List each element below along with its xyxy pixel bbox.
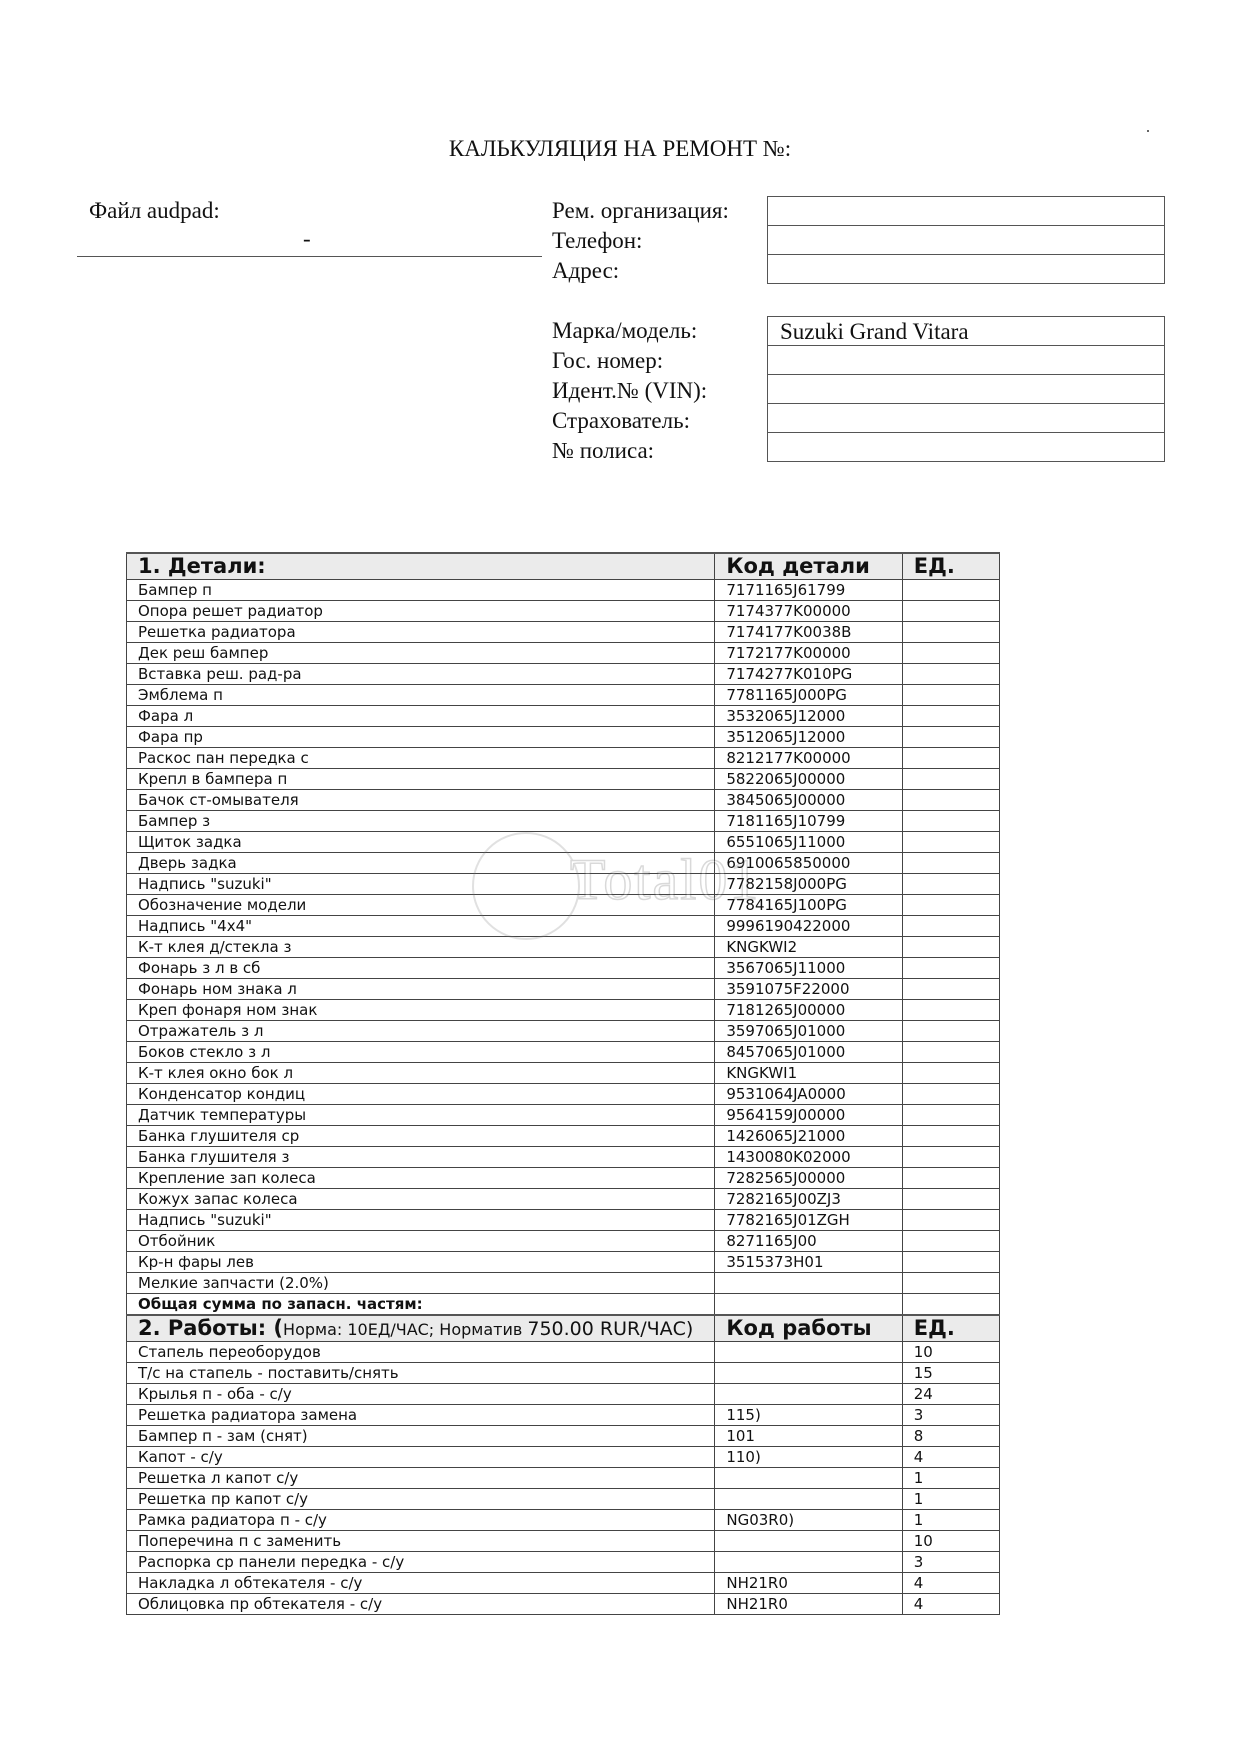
label-phone: Телефон:: [552, 228, 643, 253]
item-unit-cell: [902, 832, 999, 853]
item-unit-cell: 3: [902, 1405, 999, 1426]
item-unit-cell: [902, 1126, 999, 1147]
item-unit-cell: [902, 601, 999, 622]
parts-row: [127, 853, 1000, 874]
item-code-cell: 3597065J01000: [715, 1021, 902, 1042]
plate-field[interactable]: [768, 346, 1164, 375]
works-row: [127, 1573, 1000, 1594]
item-code-cell: 7174177K0038B: [715, 622, 902, 643]
item-unit-cell: [902, 706, 999, 727]
parts-row: [127, 580, 1000, 601]
item-unit-cell: [902, 622, 999, 643]
item-code-cell: 7782158J000PG: [715, 874, 902, 895]
item-name-cell: Кр-н фары лев: [127, 1252, 715, 1273]
parts-row: [127, 748, 1000, 769]
item-name-cell: Банка глушителя з: [127, 1147, 715, 1168]
item-unit-cell: [902, 1084, 999, 1105]
item-code-cell: 7781165J000PG: [715, 685, 902, 706]
item-name-cell: Датчик температуры: [127, 1105, 715, 1126]
item-code-cell: [715, 1363, 902, 1384]
item-name-cell: Вставка реш. рад-ра: [127, 664, 715, 685]
parts-row: [127, 874, 1000, 895]
works-rate: 750.00 RUR/ЧАС): [527, 1317, 694, 1340]
works-row: [127, 1447, 1000, 1468]
item-name-cell: Конденсатор кондиц: [127, 1084, 715, 1105]
item-code-cell: 3512065J12000: [715, 727, 902, 748]
item-name-cell: Фара л: [127, 706, 715, 727]
item-name-cell: Надпись "suzuki": [127, 874, 715, 895]
item-unit-cell: [902, 874, 999, 895]
item-unit-cell: [902, 664, 999, 685]
item-code-cell: 7181165J10799: [715, 811, 902, 832]
item-code-cell: 7172177K00000: [715, 643, 902, 664]
item-name-cell: Фонарь ном знака л: [127, 979, 715, 1000]
item-unit-cell: [902, 748, 999, 769]
item-code-cell: [715, 1384, 902, 1405]
item-unit-cell: [902, 685, 999, 706]
item-unit-cell: 8: [902, 1426, 999, 1447]
item-name-cell: Крылья п - оба - с/у: [127, 1384, 715, 1405]
item-code-cell: [715, 1294, 902, 1316]
works-title: 2. Работы: (: [138, 1315, 284, 1340]
item-code-cell: 7174277K010PG: [715, 664, 902, 685]
works-row: [127, 1405, 1000, 1426]
works-row: [127, 1489, 1000, 1510]
parts-row: [127, 937, 1000, 958]
calculation-table: [126, 552, 1000, 1615]
item-unit-cell: [902, 1063, 999, 1084]
item-unit-cell: [902, 1021, 999, 1042]
label-repair-org: Рем. организация:: [552, 198, 729, 223]
item-name-cell: Щиток задка: [127, 832, 715, 853]
vehicle-labels: [552, 316, 707, 466]
parts-row: [127, 1273, 1000, 1294]
document-title: КАЛЬКУЛЯЦИЯ НА РЕМОНТ №:: [448, 136, 792, 161]
item-unit-cell: [902, 1189, 999, 1210]
item-unit-cell: [902, 958, 999, 979]
item-name-cell: Решетка л капот с/у: [127, 1468, 715, 1489]
parts-row: [127, 1252, 1000, 1273]
works-row: [127, 1342, 1000, 1363]
item-name-cell: Банка глушителя ср: [127, 1126, 715, 1147]
works-row: [127, 1426, 1000, 1447]
item-unit-cell: [902, 1000, 999, 1021]
item-unit-cell: [902, 1042, 999, 1063]
item-unit-cell: 4: [902, 1594, 999, 1615]
parts-row: [127, 727, 1000, 748]
item-name-cell: Боков стекло з л: [127, 1042, 715, 1063]
phone-field[interactable]: [768, 226, 1164, 255]
parts-row: [127, 895, 1000, 916]
item-unit-cell: [902, 1168, 999, 1189]
item-unit-cell: [902, 1273, 999, 1294]
item-code-cell: 1426065J21000: [715, 1126, 902, 1147]
item-code-cell: 7171165J61799: [715, 580, 902, 601]
parts-header-title: 1. Детали:: [127, 553, 715, 580]
parts-row: [127, 916, 1000, 937]
item-code-cell: 1430080K02000: [715, 1147, 902, 1168]
parts-row: [127, 685, 1000, 706]
file-label: Файл audpad:: [89, 198, 220, 223]
item-code-cell: 6910065850000: [715, 853, 902, 874]
parts-row: [127, 706, 1000, 727]
item-code-cell: 9996190422000: [715, 916, 902, 937]
item-unit-cell: 1: [902, 1489, 999, 1510]
item-code-cell: [715, 1531, 902, 1552]
item-code-cell: [715, 1552, 902, 1573]
item-unit-cell: [902, 895, 999, 916]
parts-row: [127, 1021, 1000, 1042]
item-name-cell: Бачок ст-омывателя: [127, 790, 715, 811]
item-unit-cell: [902, 853, 999, 874]
item-name-cell: Бампер з: [127, 811, 715, 832]
item-code-cell: 7282165J00ZJ3: [715, 1189, 902, 1210]
works-header-unit: ЕД.: [902, 1315, 999, 1342]
parts-row: [127, 643, 1000, 664]
item-unit-cell: [902, 727, 999, 748]
item-unit-cell: [902, 790, 999, 811]
item-code-cell: 3515373H01: [715, 1252, 902, 1273]
item-code-cell: 8457065J01000: [715, 1042, 902, 1063]
item-code-cell: 7784165J100PG: [715, 895, 902, 916]
item-unit-cell: [902, 937, 999, 958]
parts-row: [127, 769, 1000, 790]
parts-header-row: [127, 553, 1000, 580]
vehicle-fields: [767, 316, 1165, 462]
item-unit-cell: [902, 643, 999, 664]
item-code-cell: 8212177K00000: [715, 748, 902, 769]
item-code-cell: 7181265J00000: [715, 1000, 902, 1021]
parts-row: [127, 1189, 1000, 1210]
item-name-cell: Крепление зап колеса: [127, 1168, 715, 1189]
policy-field[interactable]: [768, 433, 1164, 462]
item-code-cell: 101: [715, 1426, 902, 1447]
parts-row: [127, 1105, 1000, 1126]
parts-row: [127, 1210, 1000, 1231]
item-code-cell: 6551065J11000: [715, 832, 902, 853]
parts-row: [127, 1168, 1000, 1189]
parts-row: [127, 1084, 1000, 1105]
item-name-cell: Надпись "suzuki": [127, 1210, 715, 1231]
works-row: [127, 1468, 1000, 1489]
parts-header-code: Код детали: [715, 553, 902, 580]
item-name-cell: Опора решет радиатор: [127, 601, 715, 622]
item-name-cell: Кожух запас колеса: [127, 1189, 715, 1210]
parts-row: [127, 1231, 1000, 1252]
watermark-text: Total01: [570, 847, 761, 912]
works-row: [127, 1552, 1000, 1573]
works-row: [127, 1594, 1000, 1615]
item-name-cell: Облицовка пр обтекателя - с/у: [127, 1594, 715, 1615]
item-unit-cell: 1: [902, 1468, 999, 1489]
item-name-cell: Распорка ср панели передка - с/у: [127, 1552, 715, 1573]
item-unit-cell: [902, 979, 999, 1000]
item-name-cell: Накладка л обтекателя - с/у: [127, 1573, 715, 1594]
works-row: [127, 1363, 1000, 1384]
item-name-cell: Дверь задка: [127, 853, 715, 874]
item-name-cell: Капот - с/у: [127, 1447, 715, 1468]
item-unit-cell: 10: [902, 1531, 999, 1552]
item-unit-cell: 3: [902, 1552, 999, 1573]
parts-row: [127, 622, 1000, 643]
item-code-cell: NH21R0: [715, 1594, 902, 1615]
item-name-cell: К-т клея окно бок л: [127, 1063, 715, 1084]
item-unit-cell: [902, 1105, 999, 1126]
label-policy: № полиса:: [552, 438, 655, 463]
item-name-cell: Бампер п: [127, 580, 715, 601]
item-name-cell: Решетка радиатора: [127, 622, 715, 643]
item-code-cell: 9531064JA0000: [715, 1084, 902, 1105]
item-unit-cell: 24: [902, 1384, 999, 1405]
works-norm-text: Норма: 10ЕД/ЧАС; Норматив: [283, 1319, 528, 1339]
item-name-cell: Раскос пан передка с: [127, 748, 715, 769]
works-row: [127, 1531, 1000, 1552]
item-code-cell: KNGKWI2: [715, 937, 902, 958]
item-name-cell: Бампер п - зам (снят): [127, 1426, 715, 1447]
repair-org-field[interactable]: [768, 197, 1164, 226]
parts-row: [127, 979, 1000, 1000]
works-header-title: [127, 1315, 715, 1342]
item-name-cell: Стапель переоборудов: [127, 1342, 715, 1363]
item-name-cell: Решетка радиатора замена: [127, 1405, 715, 1426]
label-plate: Гос. номер:: [552, 348, 664, 373]
works-header-code: Код работы: [715, 1315, 902, 1342]
file-value: -: [303, 226, 311, 251]
parts-row: [127, 1147, 1000, 1168]
item-unit-cell: 4: [902, 1573, 999, 1594]
item-code-cell: 110): [715, 1447, 902, 1468]
address-field[interactable]: [768, 255, 1164, 284]
label-make-model: Марка/модель:: [552, 318, 698, 343]
works-header-row: [127, 1315, 1000, 1342]
item-code-cell: 3845065J00000: [715, 790, 902, 811]
insured-field[interactable]: [768, 404, 1164, 433]
item-unit-cell: [902, 769, 999, 790]
item-code-cell: 8271165J00: [715, 1231, 902, 1252]
item-unit-cell: [902, 1294, 999, 1316]
works-row: [127, 1510, 1000, 1531]
item-code-cell: 5822065J00000: [715, 769, 902, 790]
item-name-cell: Фонарь з л в сб: [127, 958, 715, 979]
item-unit-cell: 10: [902, 1342, 999, 1363]
parts-row: [127, 1000, 1000, 1021]
item-name-cell: Эмблема п: [127, 685, 715, 706]
label-address: Адрес:: [552, 258, 620, 283]
page-mark-dot: [1147, 130, 1149, 132]
item-code-cell: [715, 1468, 902, 1489]
item-unit-cell: [902, 1252, 999, 1273]
item-name-cell: Отражатель з л: [127, 1021, 715, 1042]
make-model-field[interactable]: Suzuki Grand Vitara: [768, 317, 1164, 346]
item-unit-cell: [902, 1231, 999, 1252]
works-row: [127, 1384, 1000, 1405]
item-unit-cell: 1: [902, 1510, 999, 1531]
item-unit-cell: [902, 1147, 999, 1168]
item-unit-cell: [902, 811, 999, 832]
item-code-cell: 7782165J01ZGH: [715, 1210, 902, 1231]
parts-row: [127, 1126, 1000, 1147]
item-name-cell: Решетка пр капот с/у: [127, 1489, 715, 1510]
item-code-cell: NG03R0): [715, 1510, 902, 1531]
item-code-cell: 115): [715, 1405, 902, 1426]
item-unit-cell: 4: [902, 1447, 999, 1468]
parts-header-unit: ЕД.: [902, 553, 999, 580]
item-code-cell: 7174377K00000: [715, 601, 902, 622]
parts-row: [127, 832, 1000, 853]
item-unit-cell: [902, 916, 999, 937]
item-code-cell: [715, 1489, 902, 1510]
item-unit-cell: 15: [902, 1363, 999, 1384]
item-unit-cell: [902, 1210, 999, 1231]
repair-org-fields: [767, 196, 1165, 284]
item-name-cell: К-т клея д/стекла з: [127, 937, 715, 958]
parts-row: [127, 664, 1000, 685]
parts-row: [127, 811, 1000, 832]
parts-row: [127, 601, 1000, 622]
item-name-cell: Отбойник: [127, 1231, 715, 1252]
item-name-cell: Общая сумма по запасн. частям:: [127, 1294, 715, 1316]
item-code-cell: KNGKWI1: [715, 1063, 902, 1084]
item-code-cell: 7282565J00000: [715, 1168, 902, 1189]
item-name-cell: Мелкие запчасти (2.0%): [127, 1273, 715, 1294]
item-name-cell: Дек реш бампер: [127, 643, 715, 664]
parts-row: [127, 958, 1000, 979]
label-vin: Идент.№ (VIN):: [552, 378, 708, 403]
item-name-cell: Фара пр: [127, 727, 715, 748]
item-name-cell: Рамка радиатора п - с/у: [127, 1510, 715, 1531]
item-code-cell: 3591075F22000: [715, 979, 902, 1000]
item-unit-cell: [902, 580, 999, 601]
parts-total-row: [127, 1294, 1000, 1316]
repair-org-labels: [552, 196, 729, 286]
item-code-cell: [715, 1273, 902, 1294]
label-insured: Страхователь:: [552, 408, 690, 433]
item-name-cell: Надпись "4x4": [127, 916, 715, 937]
parts-row: [127, 1063, 1000, 1084]
item-code-cell: NH21R0: [715, 1573, 902, 1594]
item-code-cell: 3567065J11000: [715, 958, 902, 979]
item-code-cell: 9564159J00000: [715, 1105, 902, 1126]
item-name-cell: Крепл в бампера п: [127, 769, 715, 790]
parts-row: [127, 1042, 1000, 1063]
vin-field[interactable]: [768, 375, 1164, 404]
item-code-cell: [715, 1342, 902, 1363]
parts-row: [127, 790, 1000, 811]
item-code-cell: 3532065J12000: [715, 706, 902, 727]
item-name-cell: Т/с на стапель - поставить/снять: [127, 1363, 715, 1384]
item-name-cell: Обозначение модели: [127, 895, 715, 916]
item-name-cell: Поперечина п с заменить: [127, 1531, 715, 1552]
file-underline: [77, 256, 542, 257]
item-name-cell: Креп фонаря ном знак: [127, 1000, 715, 1021]
